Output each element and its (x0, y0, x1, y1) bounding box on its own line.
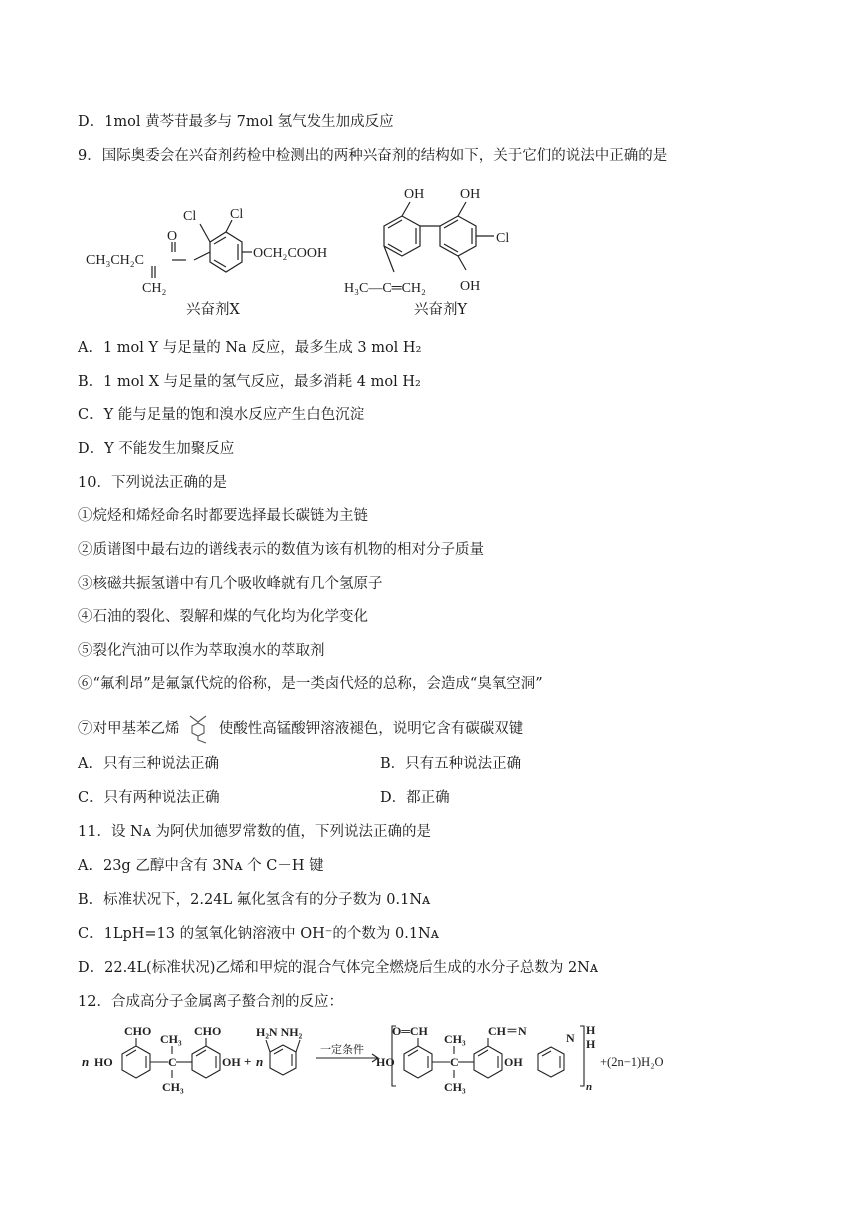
y-oh3: OH (460, 279, 481, 294)
reaction-scheme (80, 1016, 690, 1098)
reaction-condition: 一定条件 (320, 1044, 364, 1056)
figure-x-caption: 兴奋剂X (186, 302, 240, 318)
figure-stimulant-y (340, 180, 560, 310)
product-h1: H (586, 1023, 596, 1037)
reactant-cho2: CHO (194, 1024, 222, 1038)
product-h2: H (586, 1037, 596, 1051)
reactant-cho1: CHO (124, 1024, 152, 1038)
y-bottom-group: H₃C—C═CH₂ (344, 281, 426, 296)
q10-item-6: ⑥“氟利昂”是氟氯代烷的俗称，是一类卤代烃的总称，会造成“臭氧空洞” (78, 676, 543, 692)
q9-option-a: A．1 mol Y 与足量的 Na 反应，最多生成 3 mol H₂ (78, 340, 422, 356)
q9-stem: 9．国际奥委会在兴奋剂药检中检测出的两种兴奋剂的结构如下，关于它们的说法中正确的是 (78, 148, 668, 164)
q9-option-d: D．Y 不能发生加聚反应 (78, 441, 235, 457)
q10-item-7-after: 使酸性高锰酸钾溶液褪色，说明它含有碳碳双键 (218, 721, 524, 737)
diamine-label: H₂N NH₂ (256, 1025, 303, 1039)
q10-option-b: B．只有五种说法正确 (380, 756, 522, 772)
y-oh2: OH (460, 187, 481, 202)
reactant-oh: OH (222, 1055, 241, 1069)
q11-option-d: D．22.4L(标准状况)乙烯和甲烷的混合气体完全燃烧后生成的水分子总数为 2Nᴀ (78, 960, 599, 976)
product-ch3-top: CH₃ (444, 1032, 466, 1046)
product-subscript-n: n (586, 1081, 593, 1093)
plus-sign-1: + (244, 1054, 252, 1069)
x-cl1: Cl (183, 209, 197, 224)
q10-item-4: ④石油的裂化、裂解和煤的气化均为化学变化 (78, 609, 368, 625)
q10-item-7-before: ⑦对甲基苯乙烯 (78, 721, 180, 737)
reactant-coefficient-n1: n (82, 1054, 90, 1069)
q10-option-d: D．都正确 (380, 790, 450, 806)
q12-stem: 12．合成高分子金属离子螯合剂的反应： (78, 994, 343, 1010)
q11-stem: 11．设 Nᴀ 为阿伏加德罗常数的值，下列说法正确的是 (78, 824, 432, 840)
reactant-ch3-top: CH₃ (160, 1032, 182, 1046)
water-byproduct: +(2n−1)H₂O (600, 1055, 664, 1069)
q11-option-a: A．23g 乙醇中含有 3Nᴀ 个 C－H 键 (78, 858, 324, 874)
q10-item-2: ②质谱图中最右边的谱线表示的数值为该有机物的相对分子质量 (78, 542, 484, 558)
q11-option-b: B．标准状况下，2.24L 氟化氢含有的分子数为 0.1Nᴀ (78, 892, 431, 908)
q10-item-5: ⑤裂化汽油可以作为萃取溴水的萃取剂 (78, 643, 325, 659)
q8-option-d: D．1mol 黄芩苷最多与 7mol 氢气发生加成反应 (78, 114, 394, 130)
q10-option-c: C．只有两种说法正确 (78, 790, 220, 806)
reactant-ho: HO (94, 1055, 113, 1069)
q10-stem: 10．下列说法正确的是 (78, 475, 227, 491)
x-cl2: Cl (230, 207, 244, 222)
figure-y-caption: 兴奋剂Y (414, 302, 468, 318)
product-ch3-bottom: CH₃ (444, 1080, 466, 1094)
q9-option-c: C．Y 能与足量的饱和溴水反应产生白色沉淀 (78, 407, 365, 423)
reactant-central-c: C (168, 1055, 177, 1069)
product-imine: CH＝N (488, 1024, 527, 1038)
q10-item-1: ①烷烃和烯烃命名时都要选择最长碳链为主链 (78, 508, 368, 524)
reactant-ch3-bottom: CH₃ (162, 1080, 184, 1094)
x-right-group: OCH₂COOH (253, 246, 328, 261)
x-left-group: CH₃CH₂C (86, 253, 144, 268)
p-methylstyrene-structure-icon (184, 714, 214, 744)
product-central-c: C (450, 1055, 459, 1069)
reactant-coefficient-n2: n (256, 1054, 264, 1069)
product-n: N (566, 1031, 575, 1045)
y-oh1: OH (404, 187, 425, 202)
q10-option-a: A．只有三种说法正确 (78, 756, 219, 772)
product-top: O═CH (392, 1024, 428, 1038)
q9-option-b: B．1 mol X 与足量的氢气反应，最多消耗 4 mol H₂ (78, 374, 421, 390)
q11-option-c: C．1LpH=13 的氢氧化钠溶液中 OH⁻的个数为 0.1Nᴀ (78, 926, 439, 942)
product-ho: HO (376, 1055, 395, 1069)
x-o: O (167, 229, 178, 244)
y-cl: Cl (496, 231, 510, 246)
q10-item-7 (78, 714, 523, 744)
q10-item-3: ③核磁共振氢谱中有几个吸收峰就有几个氢原子 (78, 576, 383, 592)
product-oh: OH (504, 1055, 523, 1069)
x-ch2: CH₂ (142, 281, 167, 296)
